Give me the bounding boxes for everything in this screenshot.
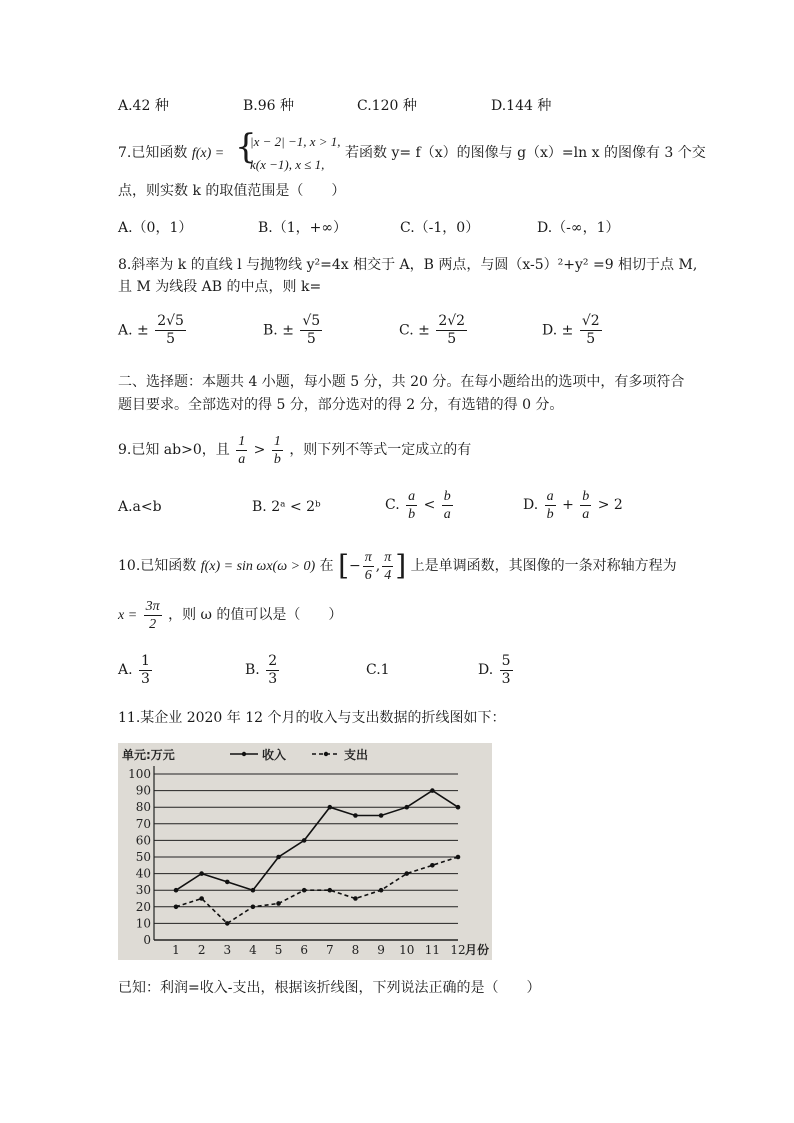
- q7-case1: |x − 2| −1, x > 1,: [250, 134, 341, 149]
- q10-interval-a-num: π: [364, 549, 372, 565]
- series-0-point: [225, 880, 230, 885]
- q10-interval-b-den: 4: [384, 567, 392, 583]
- q9-c-frac2-num: b: [443, 488, 451, 504]
- series-0-point: [276, 855, 281, 860]
- q7-brace-icon: {: [235, 127, 257, 167]
- q8-c-pm: ±: [418, 322, 430, 339]
- q10-right-bracket: ]: [395, 549, 407, 582]
- q8-b-pm: ±: [282, 322, 294, 339]
- q10-b-label: B.: [245, 662, 260, 678]
- y-tick-label: 40: [135, 866, 151, 881]
- q6-option-a: A.42 种: [118, 98, 169, 114]
- q10-d-fraction: [500, 653, 513, 688]
- series-1-point: [276, 901, 281, 906]
- q7-option-c: C.（-1，0）: [400, 220, 480, 236]
- series-1-point: [328, 888, 333, 893]
- q10-interval-b-num: π: [384, 549, 392, 565]
- q10-b-den: 3: [268, 670, 278, 687]
- q10-left-bracket: [: [338, 549, 350, 582]
- series-0-point: [430, 788, 435, 793]
- q10-a-label: A.: [118, 662, 133, 678]
- q8-option-c: [399, 313, 469, 348]
- q10-prefix: 10.已知函数: [118, 558, 197, 574]
- q8-c-fraction: [436, 313, 467, 348]
- q8-d-den: 5: [586, 331, 596, 347]
- series-0-point: [379, 813, 384, 818]
- q8-c-label: C.: [399, 322, 414, 339]
- series-0-point: [456, 805, 461, 810]
- q9-d-frac1: [545, 488, 556, 523]
- q10-x-eq: x =: [118, 608, 138, 623]
- section2-line2: 题目要求。全部选对的得 5 分，部分选对的得 2 分，有选错的得 0 分。: [118, 397, 564, 413]
- q8-a-num: 2√5: [157, 313, 184, 329]
- q9-frac2-num: 1: [273, 433, 281, 449]
- q9-frac2-den: b: [273, 451, 281, 467]
- q8-a-pm: ±: [137, 322, 149, 339]
- q9-c-frac2: [442, 488, 453, 523]
- x-tick-label: 4: [249, 943, 257, 957]
- x-tick-label: 1: [172, 943, 180, 957]
- q8-b-fraction: [300, 313, 322, 348]
- q8-c-den: 5: [447, 331, 457, 347]
- q11-line1: 11.某企业 2020 年 12 个月的收入与支出数据的折线图如下：: [118, 710, 506, 726]
- q10-interval-a-den: 6: [364, 567, 372, 583]
- q10-option-b: [245, 652, 281, 688]
- y-tick-label: 90: [135, 783, 151, 798]
- q7-case2: k(x −1), x ≤ 1,: [250, 157, 325, 172]
- q10-a-fraction: [139, 653, 152, 688]
- q7-option-a: A.（0，1）: [118, 220, 193, 236]
- legend-label-1: 支出: [344, 748, 369, 762]
- q9-c-lt: <: [423, 497, 436, 513]
- q9-c-frac1-den: b: [408, 506, 416, 522]
- x-tick-label: 11: [424, 943, 441, 957]
- q9-d-frac1-num: a: [546, 488, 554, 504]
- x-tick-label: 9: [377, 943, 385, 957]
- q8-option-b: [263, 313, 324, 348]
- series-1-point: [404, 871, 409, 876]
- q10-axis-den: 2: [149, 616, 157, 632]
- q8-a-fraction: [155, 313, 186, 348]
- section2-line1: 二、选择题：本题共 4 小题，每小题 5 分，共 20 分。在每小题给出的选项中，有多项符合: [118, 374, 685, 390]
- q8-d-fraction: [580, 313, 602, 348]
- y-tick-label: 60: [135, 833, 151, 848]
- q10-comma: ,: [375, 558, 381, 574]
- q9-option-d: [523, 487, 623, 523]
- series-1-point: [225, 921, 230, 926]
- y-tick-label: 50: [135, 850, 151, 864]
- q9-gt: >: [253, 442, 266, 458]
- q9-prefix: 9.已知 ab>0，且: [118, 442, 230, 458]
- q10-line2-rest: ，则 ω 的值可以是（ ）: [168, 607, 343, 623]
- q7-fx: f(x) =: [191, 146, 225, 161]
- q9-d-frac1-den: b: [546, 506, 554, 522]
- q10-in: 在: [319, 558, 334, 574]
- q10-d-den: 3: [501, 670, 511, 687]
- q9-d-label: D.: [523, 497, 539, 513]
- q10-axis-frac: [144, 598, 162, 633]
- q10-minus: −: [349, 558, 361, 574]
- series-1-point: [379, 888, 384, 893]
- x-tick-label: 8: [351, 943, 360, 957]
- q9-c-label: C.: [385, 497, 400, 513]
- q10-d-num: 5: [501, 652, 511, 669]
- series-1-point: [353, 896, 358, 901]
- q10-axis-num: 3π: [145, 598, 160, 614]
- q8-d-pm: ±: [561, 322, 574, 339]
- q9-c-frac1: [406, 488, 417, 523]
- q10-d-label: D.: [478, 662, 494, 678]
- series-1-point: [251, 905, 256, 910]
- q8-option-d: [542, 313, 604, 348]
- q10-option-a: [118, 652, 154, 688]
- q7-option-d: D.（-∞，1）: [537, 220, 620, 236]
- series-0-point: [302, 838, 307, 843]
- q7-line2: 点，则实数 k 的取值范围是（ ）: [118, 183, 346, 199]
- x-tick-label: 6: [300, 943, 309, 957]
- q10-stem: [118, 546, 677, 587]
- chart-labels: [122, 747, 489, 957]
- x-tick-label: 12: [450, 943, 466, 957]
- q8-b-den: 5: [306, 331, 316, 347]
- series-0-point: [404, 805, 409, 810]
- q9-d-tail: > 2: [597, 497, 623, 513]
- q10-a-num: 1: [141, 652, 150, 669]
- x-tick-label: 5: [274, 943, 283, 957]
- q9-suffix: ，则下列不等式一定成立的有: [289, 442, 472, 458]
- q9-stem: [118, 432, 471, 468]
- q10-line2: [118, 595, 342, 636]
- series-1-point: [430, 863, 435, 868]
- q9-c-frac1-num: a: [408, 488, 416, 504]
- series-0-point: [353, 813, 358, 818]
- q11-after: 已知：利润=收入-支出，根据该折线图，下列说法正确的是（ ）: [118, 980, 541, 996]
- q8-d-label: D.: [542, 322, 558, 339]
- y-tick-label: 70: [135, 816, 151, 831]
- q9-option-c: [385, 487, 455, 523]
- legend-marker-1: [324, 752, 328, 756]
- y-tick-label: 100: [128, 767, 151, 781]
- q10-interval-a: [363, 549, 374, 584]
- series-0-point: [199, 871, 204, 876]
- q10-option-c: C.1: [366, 662, 390, 678]
- q9-d-frac2-num: b: [582, 488, 590, 504]
- x-tick-label: 7: [325, 943, 334, 957]
- q7-option-b: B.（1，+∞）: [258, 220, 348, 236]
- chart-svg: [118, 743, 492, 960]
- q6-option-b: B.96 种: [243, 98, 295, 114]
- y-tick-label: 30: [135, 883, 151, 898]
- q10-interval-b: [382, 549, 393, 584]
- series-1-point: [174, 905, 179, 910]
- q10-option-d: [478, 652, 515, 688]
- series-0-point: [328, 805, 333, 810]
- q9-frac2: [272, 433, 283, 468]
- series-1-point: [302, 888, 307, 893]
- legend-label-0: 收入: [262, 748, 287, 762]
- q10-fx: f(x) = sin ωx(ω > 0): [200, 559, 316, 574]
- y-tick-label: 80: [135, 800, 151, 815]
- q8-d-num: √2: [581, 313, 600, 329]
- q10-b-num: 2: [268, 652, 278, 669]
- q7-rest: 若函数 y= f（x）的图像与 g（x）=ln x 的图像有 3 个交: [345, 145, 706, 161]
- q10-a-den: 3: [141, 670, 150, 687]
- q8-b-num: √5: [302, 313, 321, 329]
- q9-c-frac2-den: a: [443, 506, 451, 522]
- q7-stem: [118, 144, 224, 163]
- series-1-point: [199, 896, 204, 901]
- q9-option-a: A.a<b: [118, 499, 162, 515]
- q10-rest: 上是单调函数，其图像的一条对称轴方程为: [410, 558, 677, 574]
- q8-b-label: B.: [263, 322, 278, 339]
- x-tick-label: 10: [399, 943, 415, 957]
- chart-grid: [154, 766, 458, 940]
- q8-line1: 8.斜率为 k 的直线 l 与抛物线 y²=4x 相交于 A，B 两点，与圆（x-5）²+y² =9 相切于点 M,: [118, 257, 698, 273]
- q8-line2: 且 M 为线段 AB 的中点，则 k=: [118, 279, 322, 295]
- q10-b-fraction: [266, 653, 279, 688]
- q8-option-a: [118, 313, 188, 348]
- q9-d-frac2: [580, 488, 591, 523]
- series-1-point: [456, 855, 461, 860]
- y-tick-label: 20: [135, 899, 151, 914]
- q7-prefix: 7.已知函数: [118, 145, 188, 161]
- series-0-point: [251, 888, 256, 893]
- y-tick-label: 10: [135, 916, 151, 931]
- line-chart: [118, 743, 492, 960]
- q6-option-c: C.120 种: [357, 98, 417, 114]
- x-tick-label: 3: [223, 943, 232, 957]
- series-0-point: [174, 888, 179, 893]
- q8-a-den: 5: [166, 331, 176, 347]
- q9-frac1: [236, 433, 247, 468]
- x-axis-label: 月份: [465, 943, 490, 957]
- q9-d-plus: +: [562, 497, 574, 513]
- x-tick-label: 2: [197, 943, 206, 957]
- q9-d-frac2-den: a: [582, 506, 590, 522]
- unit-label: 单元:万元: [122, 748, 175, 762]
- legend-marker-0: [242, 752, 246, 756]
- q8-a-label: A.: [118, 322, 133, 339]
- q9-option-b: B. 2ᵃ < 2ᵇ: [252, 499, 321, 515]
- q6-option-d: D.144 种: [491, 98, 552, 114]
- q9-frac1-den: a: [238, 451, 246, 467]
- q9-frac1-num: 1: [238, 433, 246, 449]
- q8-c-num: 2√2: [438, 313, 466, 329]
- y-tick-label: 0: [143, 933, 151, 947]
